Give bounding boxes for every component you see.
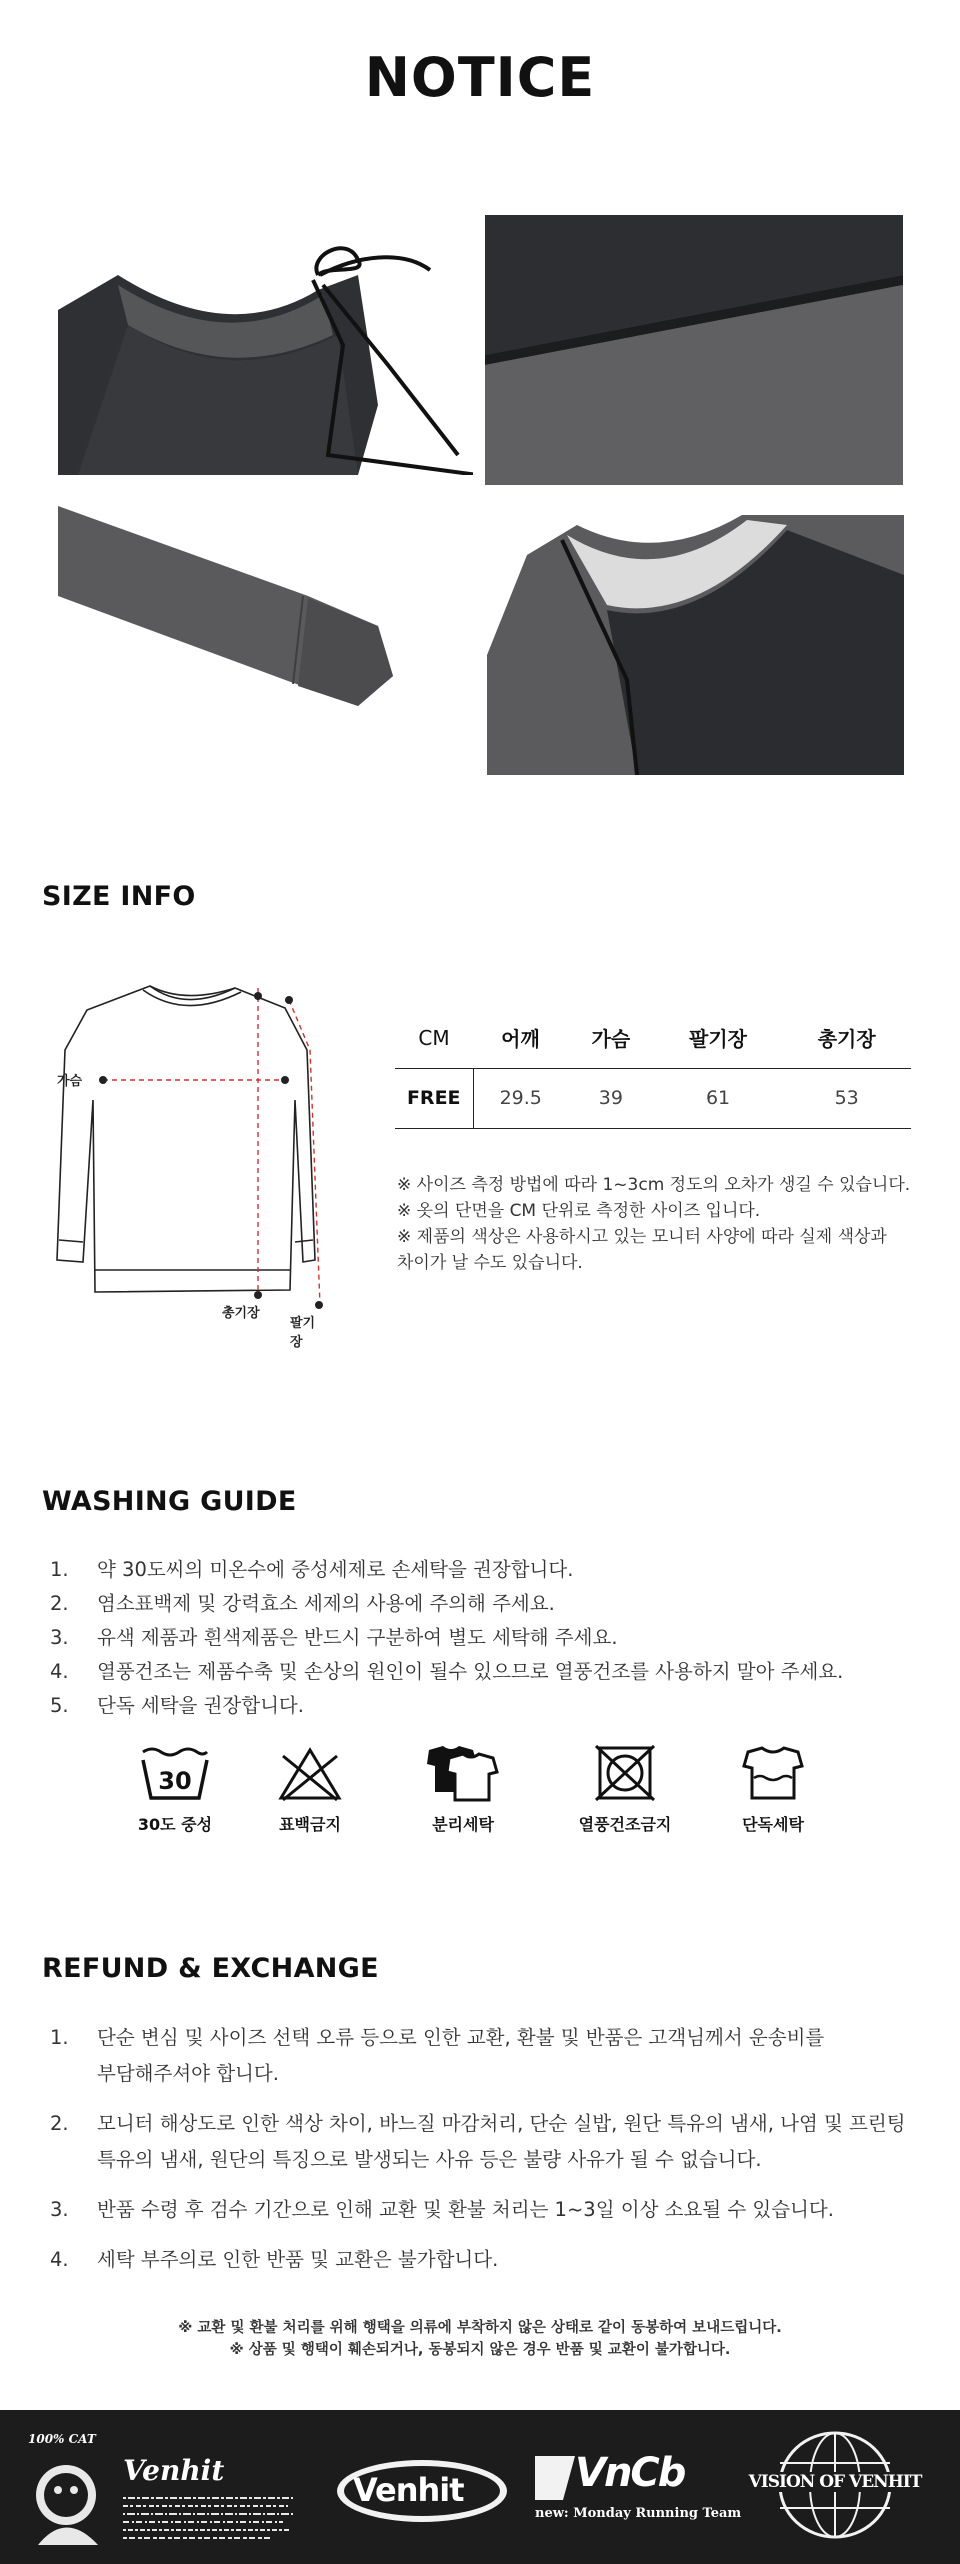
list-number: 4.	[50, 1660, 69, 1683]
wash-icon-label: 30도 중성	[137, 1815, 213, 1834]
list-text: 열풍건조는 제품수축 및 손상의 원인이 될수 있으므로 열풍건조를 사용하지 말아 주세요.	[97, 1660, 844, 1683]
wash-icon-label: 분리세탁	[432, 1815, 494, 1834]
size-table	[395, 1008, 911, 1129]
wash-30-item	[125, 1744, 225, 1835]
size-value-sleeve: 61	[654, 1068, 783, 1128]
size-notes	[397, 1172, 917, 1276]
brand-name: 100% CAT	[28, 2432, 96, 2446]
list-item	[50, 2242, 930, 2278]
chest-label: 가슴	[57, 1074, 83, 1089]
list-item	[50, 2020, 930, 2092]
list-text-line: 단순 변심 및 사이즈 선택 오류 등으로 인한 교환, 환불 및 반품은 고객님께서 운송비를	[97, 2026, 825, 2049]
size-table-header-row	[395, 1008, 911, 1068]
wash-30-icon	[139, 1744, 211, 1802]
list-number: 4.	[50, 2248, 69, 2271]
no-tumble-dry-icon	[590, 1744, 660, 1802]
size-table-header: 팔기장	[654, 1008, 783, 1068]
list-text-line: 반품 수령 후 검수 기간으로 인해 교환 및 환불 처리는 1~3일 이상 소요될 수 있습니다.	[97, 2198, 834, 2221]
wash-icon-label: 열풍건조금지	[578, 1815, 672, 1834]
single-wash-item	[723, 1744, 823, 1835]
refund-heading: REFUND & EXCHANGE	[42, 1953, 379, 1984]
size-row-label: FREE	[395, 1068, 473, 1128]
size-value-chest: 39	[568, 1068, 654, 1128]
list-text-line: 모니터 해상도로 인한 색상 차이, 바느질 마감처리, 단순 실밥, 원단 특유의 냄새, 나염 및 프린팅	[97, 2112, 906, 2135]
list-number: 3.	[50, 2198, 69, 2221]
list-text	[97, 2106, 906, 2178]
wash-temp-glyph: 30	[158, 1767, 192, 1795]
list-text: 염소표백제 및 강력효소 세제의 사용에 주의해 주세요.	[97, 1592, 555, 1615]
product-photo-fabric	[485, 215, 903, 485]
size-note: ※ 옷의 단면을 CM 단위로 측정한 사이즈 입니다.	[397, 1201, 761, 1221]
vncb-mark-icon	[535, 2456, 575, 2500]
brand-name: Venhit	[353, 2471, 464, 2509]
size-table-header: 가슴	[568, 1008, 654, 1068]
refund-note: ※ 교환 및 환불 처리를 위해 행택을 의류에 부착하지 않은 상태로 같이 동봉하여 보내드립니다.	[178, 2320, 782, 2336]
size-table-header: 어깨	[473, 1008, 568, 1068]
product-photo-neckline	[58, 215, 473, 475]
wash-icon-label: 단독세탁	[742, 1815, 804, 1834]
size-table-header: 총기장	[782, 1008, 911, 1068]
size-value-shoulder: 29.5	[473, 1068, 568, 1128]
size-table-header: CM	[395, 1008, 473, 1068]
list-number: 2.	[50, 1592, 69, 1615]
list-number: 1.	[50, 2026, 69, 2049]
list-item	[50, 1553, 930, 1587]
list-item	[50, 1689, 930, 1723]
list-text: 약 30도씨의 미온수에 중성세제로 손세탁을 권장합니다.	[97, 1558, 574, 1581]
no-bleach-item	[260, 1744, 360, 1835]
size-note: ※ 제품의 색상은 사용하시고 있는 모니터 사양에 따라 실제 색상과	[397, 1227, 887, 1247]
list-text: 단독 세탁을 권장합니다.	[97, 1694, 304, 1717]
brand-footer	[0, 2410, 960, 2564]
list-number: 1.	[50, 1558, 69, 1581]
washing-guide-heading: WASHING GUIDE	[42, 1486, 297, 1517]
list-text: 유색 제품과 흰색제품은 반드시 구분하여 별도 세탁해 주세요.	[97, 1626, 618, 1649]
list-number: 3.	[50, 1626, 69, 1649]
page-title: NOTICE	[364, 46, 596, 109]
brand-name: VnCb	[575, 2450, 685, 2496]
table-row	[395, 1068, 911, 1128]
list-text	[97, 2192, 834, 2228]
list-text	[97, 2242, 498, 2278]
size-diagram	[45, 970, 325, 1350]
washing-guide-list	[50, 1553, 930, 1723]
list-text-line: 세탁 부주의로 인한 반품 및 교환은 불가합니다.	[97, 2248, 499, 2271]
brand-subname: Venhit	[123, 2454, 225, 2487]
no-tumble-dry-item	[575, 1744, 675, 1835]
brand-name: VISION OF VENHIT	[740, 2472, 930, 2492]
refund-list	[50, 2020, 930, 2292]
refund-note: ※ 상품 및 행택이 훼손되거나, 동봉되지 않은 경우 반품 및 교환이 불가합니다.	[229, 2342, 731, 2358]
brand-subname: new: Monday Running Team	[535, 2506, 742, 2521]
list-item	[50, 1621, 930, 1655]
brand-logo-vncb	[535, 2450, 742, 2542]
list-item	[50, 1655, 930, 1689]
product-photo-sleeve	[58, 506, 398, 721]
size-info-heading: SIZE INFO	[42, 881, 196, 912]
brand-logo-100cat	[28, 2432, 308, 2547]
brand-logo-vision	[740, 2428, 930, 2553]
separate-wash-item	[413, 1744, 513, 1835]
size-value-length: 53	[782, 1068, 911, 1128]
refund-notes	[0, 2317, 960, 2361]
size-note: ※ 사이즈 측정 방법에 따라 1~3cm 정도의 오차가 생길 수 있습니다.	[397, 1175, 911, 1195]
size-note: 차이가 날 수도 있습니다.	[397, 1253, 583, 1273]
list-item	[50, 2106, 930, 2178]
sleeve-length-label: 팔기장	[290, 1316, 316, 1350]
total-length-label: 총기장	[222, 1306, 260, 1321]
single-wash-icon	[740, 1744, 806, 1802]
list-number: 5.	[50, 1694, 69, 1717]
list-text-line: 부담해주셔야 합니다.	[97, 2062, 279, 2085]
list-item	[50, 2192, 930, 2228]
list-text-line: 특유의 냄새, 원단의 특징으로 발생되는 사유 등은 불량 사유가 될 수 없습니다.	[97, 2148, 762, 2171]
no-bleach-icon	[277, 1744, 343, 1802]
brand-logo-venhit	[335, 2458, 515, 2528]
separate-wash-icon	[423, 1744, 503, 1802]
wash-icon-label: 표백금지	[279, 1815, 341, 1834]
cat-portrait-icon	[28, 2450, 108, 2545]
product-photo-layered-neck	[487, 515, 904, 775]
list-text	[97, 2020, 824, 2092]
list-number: 2.	[50, 2112, 69, 2135]
brand-texture-graphic	[123, 2494, 298, 2542]
list-item	[50, 1587, 930, 1621]
